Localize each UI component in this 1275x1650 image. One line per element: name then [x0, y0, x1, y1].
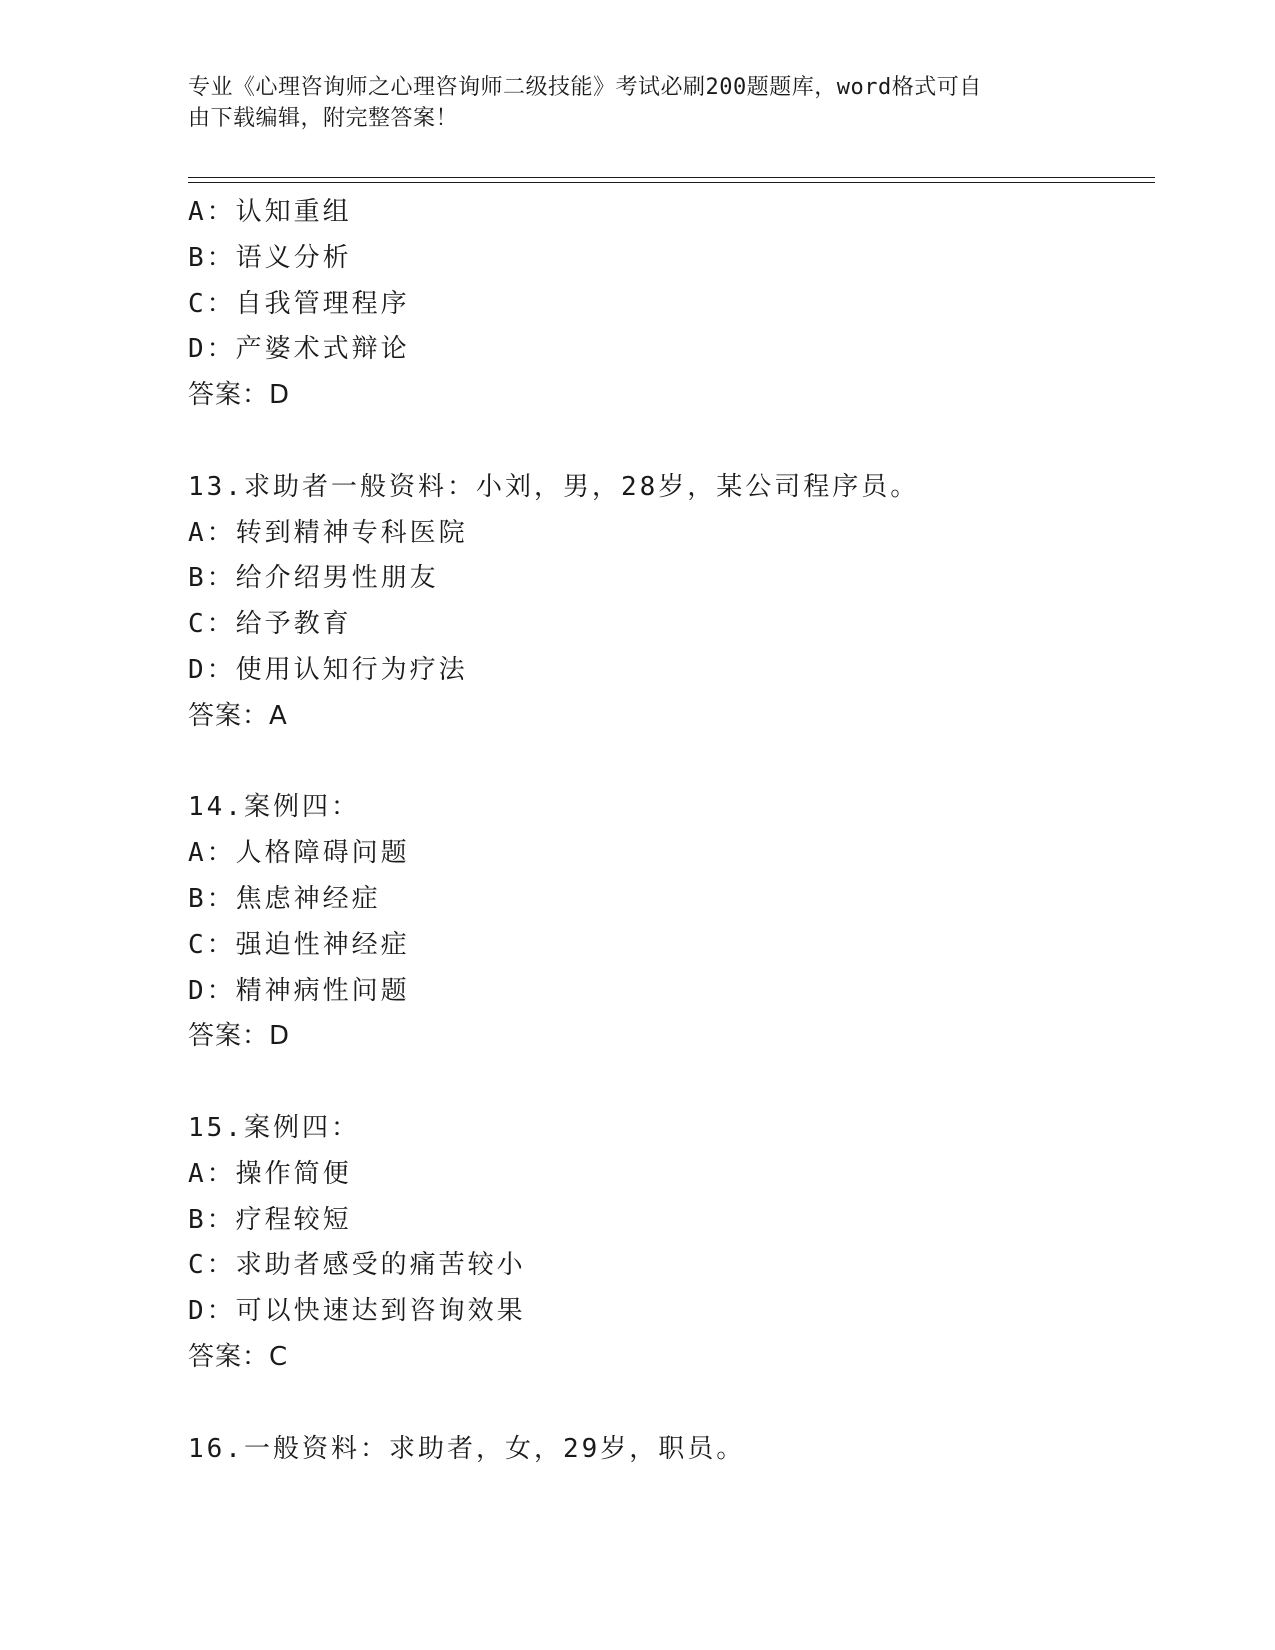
header-divider-bottom: [188, 182, 1155, 183]
question-text: 15.案例四：: [188, 1112, 360, 1143]
answer-line: 答案：D: [188, 380, 291, 411]
option-d: D：精神病性问题: [188, 975, 410, 1006]
header-divider-top: [188, 177, 1155, 178]
answer-line: 答案：C: [188, 1341, 289, 1372]
option-a: A：人格障碍问题: [188, 838, 410, 869]
option-a: A：认知重组: [188, 197, 352, 227]
option-d: D：产婆术式辩论: [188, 334, 410, 365]
question-text: 14.案例四：: [188, 792, 360, 823]
option-a: A：操作简便: [188, 1158, 352, 1189]
spacer: [188, 419, 1155, 465]
option-c: C：给予教育: [188, 609, 352, 640]
document-header: [188, 72, 1088, 134]
question-block-13: [188, 465, 1155, 740]
question-block-14: [188, 785, 1155, 1060]
header-line-1: 专业《心理咨询师之心理咨询师二级技能》考试必刷200题题库，word格式可自: [188, 75, 982, 100]
spacer: [188, 1381, 1155, 1427]
option-b: B：焦虑神经症: [188, 883, 381, 914]
option-b: B：疗程较短: [188, 1204, 352, 1235]
option-c: C：求助者感受的痛苦较小: [188, 1250, 526, 1281]
option-c: C：强迫性神经症: [188, 929, 410, 960]
question-text: 13.求助者一般资料：小刘，男，28岁，某公司程序员。: [188, 471, 920, 502]
spacer: [188, 740, 1155, 786]
question-text: 16.一般资料：求助者，女，29岁，职员。: [188, 1433, 746, 1464]
option-b: B：语义分析: [188, 242, 352, 273]
answer-line: 答案：D: [188, 1021, 291, 1052]
question-block-16: [188, 1427, 1155, 1473]
question-block-15: [188, 1106, 1155, 1381]
option-c: C：自我管理程序: [188, 288, 410, 319]
spacer: [188, 1060, 1155, 1106]
option-d: D：使用认知行为疗法: [188, 654, 468, 685]
answer-line: 答案：A: [188, 700, 288, 731]
option-b: B：给介绍男性朋友: [188, 563, 439, 594]
question-block-12: [188, 190, 1155, 419]
option-d: D：可以快速达到咨询效果: [188, 1296, 526, 1327]
option-a: A：转到精神专科医院: [188, 517, 468, 548]
header-line-2: 由下载编辑，附完整答案！: [188, 106, 459, 131]
question-list: [188, 190, 1155, 1472]
